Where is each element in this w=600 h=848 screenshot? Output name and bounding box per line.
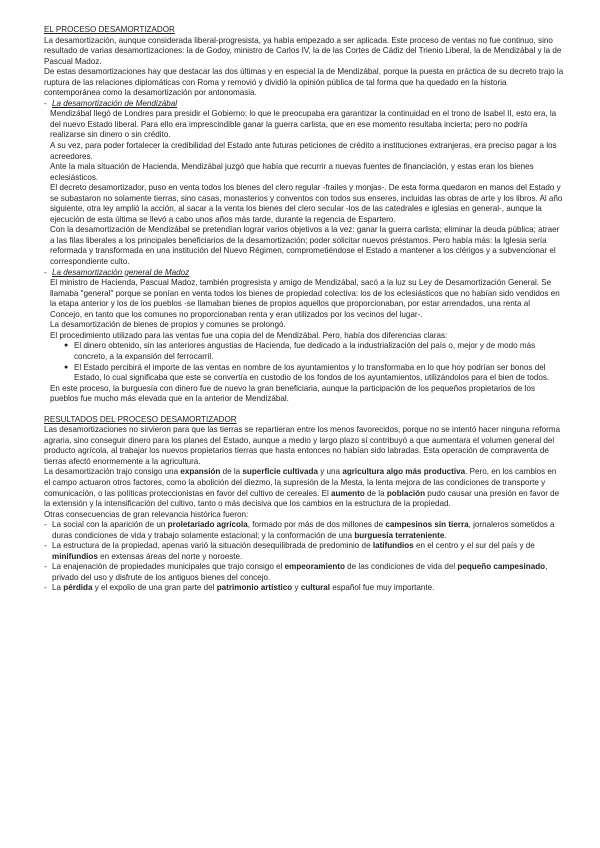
list-item: ● El Estado percibirá el importe de las ventas en nombre de los ayuntamientos y lo transformaba en lo que hoy podrían ser bonos del Estado, lo cual significaba que este se convertía en custodio de los fondos de los ayuntamientos, utilizándolos para el bien de todos. <box>74 363 564 384</box>
madoz-body <box>44 278 564 405</box>
body-paragraph: El procedimiento utilizado para las ventas fue una copia del de Mendizábal. Pero, había dos diferencias claras: <box>50 330 448 340</box>
list-item: - La social con la aparición de un proletariado agrícola, formado por más de dos millones de campesinos sin tierra, jornaleros sometidos a duras condiciones de vida y trabajo solamente estacional; y la conformación de una burguesía terrateniente. <box>52 520 564 541</box>
section-title-resultados: RESULTADOS DEL PROCESO DESAMORTIZADOR <box>44 414 237 424</box>
subsection-mendizabal <box>44 99 564 110</box>
list-item: ● El dinero obtenido, sin las anteriores angustias de Hacienda, fue dedicado a la industrialización del país o, mejor y de modo más concreto, a la expansión del ferrocarril. <box>74 341 564 362</box>
body-paragraph: La desamortización de bienes de propios y comunes se prolongó. <box>50 320 286 330</box>
subsection-madoz <box>44 268 564 279</box>
body-paragraph: Ante la mala situación de Hacienda, Mendizábal juzgó que había que recurrir a nuevas fuentes de financiación, y estas eran los bienes eclesiásticos. <box>50 162 534 182</box>
body-paragraph: La desamortización trajo consigo una expansión de la superficie cultivada y una agricultura algo más productiva. Pero, en los cambios en el campo actuaron otros factores, como la abolición del diezmo, la supresión de la Mesta, la lenta mejora de las condiciones de transporte y comunicación, o las políticas proteccionistas en favor del cultivo de cereales. El aumento de la población pudo causar una presión en favor de la extensión y la intensificación del cultivo, tanto o más decisiva que los cambios en la estructura de la propiedad. <box>44 467 560 509</box>
body-paragraph: Mendizábal llegó de Londres para presidir el Gobierno; lo que le preocupaba era garantizar la continuidad en el trono de Isabel II, esto era, la del nuevo Estado liberal. Para ello era imprescindible ganar la guerra carlista, que en ese momento resultaba incierta; pero no podría realizarse sin dinero o sin crédito. <box>50 109 557 140</box>
body-paragraph: Las desamortizaciones no sirvieron para que las tierras se repartieran entre los menos favorecidos, porque no se intentó hacer ninguna reforma agraria, sino conseguir dinero para los planes del Estado, aunque a medio y largo plazo sí contribuyó a que aumentara el volumen general del producto agrícola, al trabajar los nuevos propietarios tierras que hasta entonces no habían sido labradas. Esta operación de compraventa de tierras afectó enormemente a la agricultura. <box>44 425 561 466</box>
list-item: - La pérdida y el expolio de una gran parte del patrimonio artístico y cultural español fue muy importante. <box>52 583 564 594</box>
subsection-title-mendizabal: La desamortización de Mendizábal <box>52 98 178 108</box>
mendizabal-body <box>44 109 564 267</box>
differences-list <box>50 341 564 383</box>
body-paragraph: A su vez, para poder fortalecer la credibilidad del Estado ante futuras peticiones de crédito a instituciones extranjeras, era preciso pagar a los acreedores. <box>50 141 557 161</box>
body-paragraph: El ministro de Hacienda, Pascual Madoz, también progresista y amigo de Mendizábal, sacó a la luz su Ley de Desamortización General. Se llamaba "general" porque se ponían en venta todos los bienes de propiedad colectiva: los de los eclesiásticos que no habían sido vendidos en la etapa anterior y los de los pueblos -se llamaban bienes de propios aquellos que proporcionaban, por estar arrendados, una renta al Concejo, en tanto que los comunes no proporcionaban renta y eran utilizados por los vecinos del lugar-. <box>50 278 560 319</box>
list-item: - La enajenación de propiedades municipales que trajo consigo el empeoramiento de las condiciones de vida del pequeño campesinado, privado del uso y disfrute de los antiguos bienes del concejo. <box>52 562 564 583</box>
section-title-proceso: EL PROCESO DESAMORTIZADOR <box>44 25 175 34</box>
body-paragraph: Otras consecuencias de gran relevancia histórica fueron: <box>44 509 249 519</box>
consequences-list <box>44 520 564 594</box>
intro-paragraph: La desamortización, aunque considerada liberal-progresista, ya había empezado a ser aplicada. Este proceso de ventas no fue continuo, sino resultado de varias desamortizaciones: la de Godoy, ministro de Carlos IV, la de las Cortes de Cádiz del Trienio Liberal, la de Mendizábal y la de Pascual Madoz. <box>44 35 562 66</box>
intro-paragraph: De estas desamortizaciones hay que destacar las dos últimas y en especial la de Mendizábal, porque la puesta en práctica de su decreto trajo la ruptura de las relaciones diplomáticas con Roma y removió y dividió la opinión pública de tal forma que ha quedado en la historia contemporánea como la desamortización por antonomasia. <box>44 67 564 98</box>
subsection-title-madoz: La desamortización general de Madoz <box>52 267 190 277</box>
body-paragraph: Con la desamortización de Mendizábal se pretendían lograr varios objetivos a la vez: ganar la guerra carlista; eliminar la deuda pública; atraer a las filas liberales a los principales beneficiarios de la desamortización; poder solicitar nuevos préstamos. Pero había más: la Iglesia sería reformada y transformada en una institución del Nuevo Régimen, comprometiéndose el Estado a mantener a los clérigos y a subvencionar el correspondiente culto. <box>50 225 560 267</box>
body-paragraph: El decreto desamortizador, puso en venta todos los bienes del clero regular -frailes y monjas-. De esta forma quedaron en manos del Estado y se subastaron no solamente tierras, sino casas, monasterios y conventos con todos sus enseres, incluidas las obras de arte y los libros. Al año siguiente, otra ley amplió la acción, al sacar a la venta los bienes del clero secular -los de las catedrales e iglesias en general-, aunque la ejecución de esta última se llevó a cabo unos años más tarde, durante la regencia de Espartero. <box>50 183 563 224</box>
body-paragraph: En este proceso, la burguesía con dinero fue de nuevo la gran beneficiaria, aunque la participación de los pequeños propietarios de los pueblos fue mucho más elevada que en la anterior de Mendizábal. <box>50 383 536 404</box>
list-item: - La estructura de la propiedad, apenas varió la situación desequilibrada de predominio de latifundios en el centro y el sur del país y de minifundios en extensas áreas del norte y noroeste. <box>52 541 564 562</box>
